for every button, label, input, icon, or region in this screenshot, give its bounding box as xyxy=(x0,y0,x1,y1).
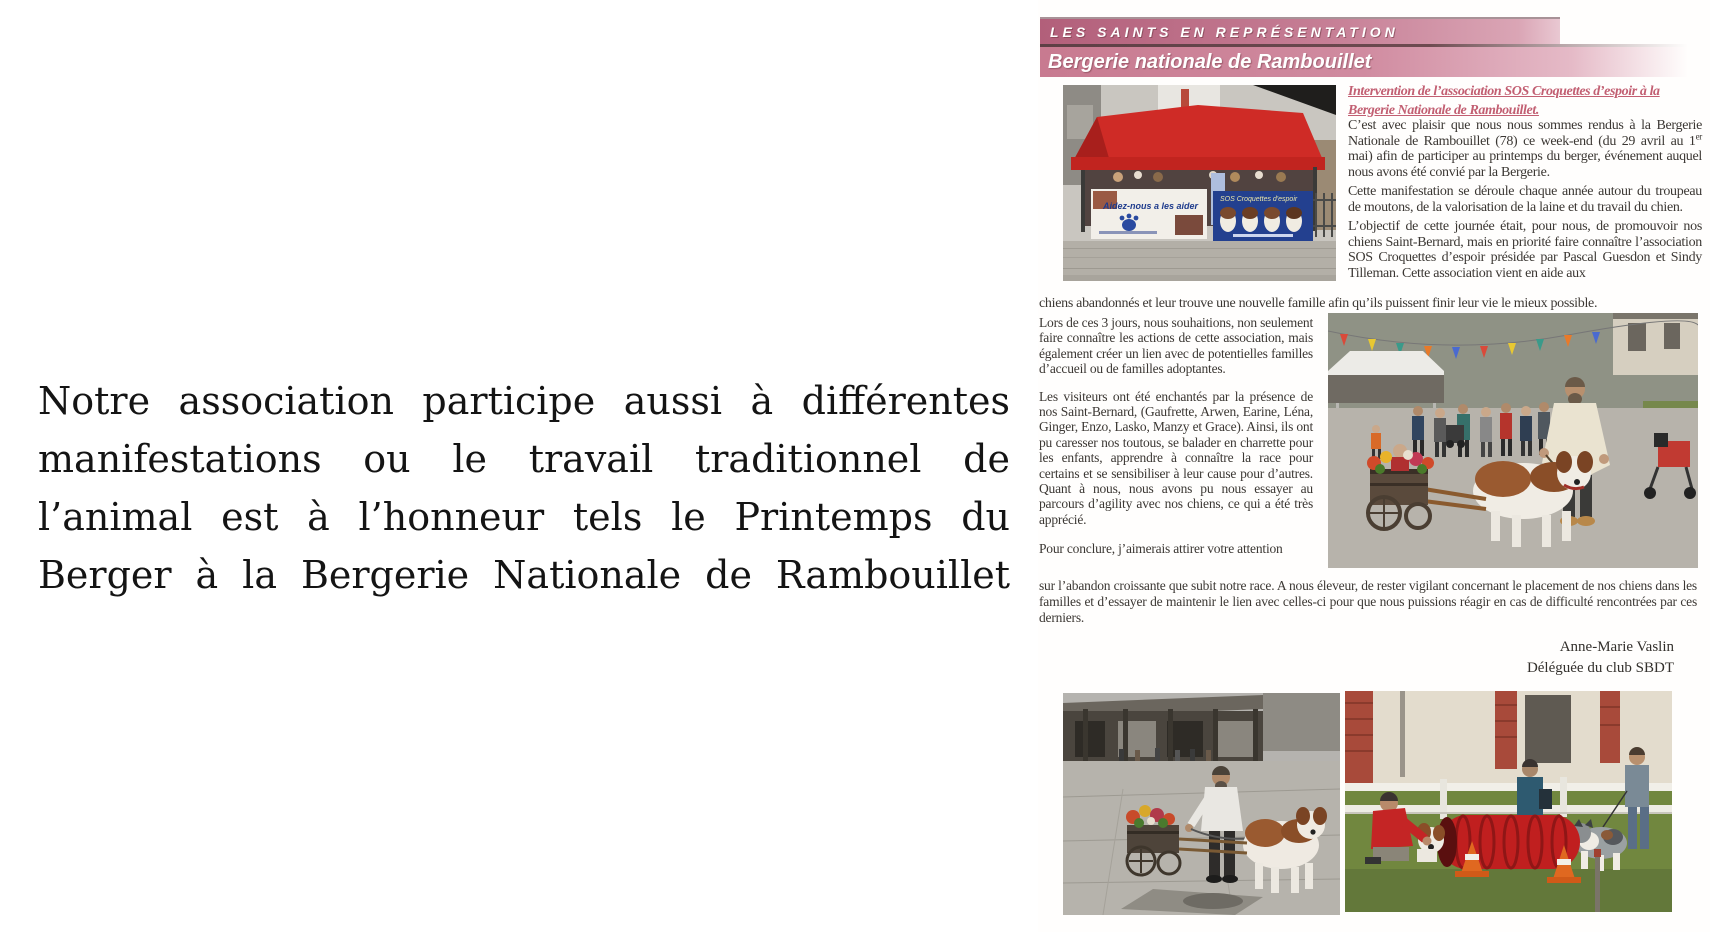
intro-line: Notre association participe aussi à différentes xyxy=(38,379,1010,423)
intro-line: l’animal est à l’honneur tels le Printemps du xyxy=(38,495,1010,539)
intro-line: manifestations ou le travail traditionnel de xyxy=(38,437,1010,481)
paragraph-arrival xyxy=(1348,118,1702,180)
paragraph-conclusion-body: sur l’abandon croissante que subit notre race. A nous éleveur, de rester vigilant concernant le placement de nos chiens dans les familles et d’essayer de maintenir le lien avec celles-ci pour que nous puissions réagir en cas de difficulté rencontrées par ces derniers. xyxy=(1039,578,1697,626)
agility-photo-illustration xyxy=(1345,691,1672,912)
paragraph-visitors: Les visiteurs ont été enchantés par la présence de nos Saint-Bernard, (Gaufrette, Arwen, Earine, Léna, Ginger, Enzo, Lasko, Manzy et Grace). Ainsi, ils ont pu caresser nos toutous, se balader en charrette pour les enfants, apprendre à connaître la race pour certains et se sensibiliser à leur cause pour d’autres. Quant à nous, nous avons pu nous essayer au parcours d’agility avec nos chiens, ce qui a été très apprécié. xyxy=(1039,388,1313,527)
stand-blue-banner-text: SOS Croquettes d'espoir xyxy=(1220,196,1298,203)
section-banner xyxy=(1040,17,1560,44)
paragraph-conclusion-intro: Pour conclure, j’aimerais attirer votre attention xyxy=(1039,541,1283,557)
magazine-page xyxy=(1038,0,1710,932)
photo-association-stand xyxy=(1063,85,1336,281)
stand-photo-illustration xyxy=(1063,85,1336,281)
photo-agility-tunnel xyxy=(1345,691,1672,912)
page-title: Bergerie nationale de Rambouillet xyxy=(1048,51,1372,73)
article-heading-line1: Intervention de l’association SOS Croquettes d’espoir à la xyxy=(1348,84,1660,99)
article-signature xyxy=(1350,637,1674,679)
ordinal-superscript: er xyxy=(1695,130,1702,141)
article-heading-line2: Bergerie Nationale de Rambouillet. xyxy=(1348,103,1539,118)
pavement-photo-illustration xyxy=(1063,693,1340,915)
intro-text-block xyxy=(38,372,1010,604)
signature-role: Déléguée du club SBDT xyxy=(1526,660,1674,676)
signature-name: Anne-Marie Vaslin xyxy=(1559,639,1674,655)
photo-dog-cart-pavement xyxy=(1063,693,1340,915)
article-column-right xyxy=(1348,118,1702,285)
paragraph-objective-continuation: chiens abandonnés et leur trouve une nouvelle famille afin qu’ils puissent finir leur vie le mieux possible. xyxy=(1039,296,1598,311)
photo-dog-cart-fair xyxy=(1328,313,1698,568)
article-heading xyxy=(1348,82,1706,120)
article-column-left xyxy=(1039,315,1313,569)
section-banner-title: LES SAINTS EN REPRÉSENTATION xyxy=(1050,24,1399,40)
paragraph-event: Cette manifestation se déroule chaque année autour du troupeau de moutons, de la valorisation de la laine et du travail du chien. xyxy=(1348,184,1702,215)
stand-white-banner-text: Aidez-nous a les aider xyxy=(1103,201,1199,211)
paragraph-arrival-text-cont: mai) afin de participer au printemps du berger, événement auquel nous avons été convié par la Bergerie. xyxy=(1348,149,1702,180)
paragraph-objective: L’objectif de cette journée était, pour nous, de promouvoir nos chiens Saint-Bernard, mais en priorité faire connaître l’association SOS Croquettes d’espoir présidée par Pascal Guesdon et Sindy Tilleman. Cette association vient en aide aux xyxy=(1348,219,1702,281)
paragraph-arrival-text: C’est avec plaisir que nous nous sommes rendus à la Bergerie Nationale de Rambouillet (78) ce week-end (du 29 avril au 1 xyxy=(1348,118,1702,149)
intro-line: Berger à la Bergerie Nationale de Rambouillet xyxy=(38,553,1010,597)
page-title-banner xyxy=(1040,47,1688,77)
paragraph-three-days: Lors de ces 3 jours, nous souhaitions, non seulement faire connaître les actions de cette association, mais également créer un lien avec de potentielles familles d’accueil ou de familles adoptantes. xyxy=(1039,315,1313,377)
fair-photo-illustration xyxy=(1328,313,1698,568)
